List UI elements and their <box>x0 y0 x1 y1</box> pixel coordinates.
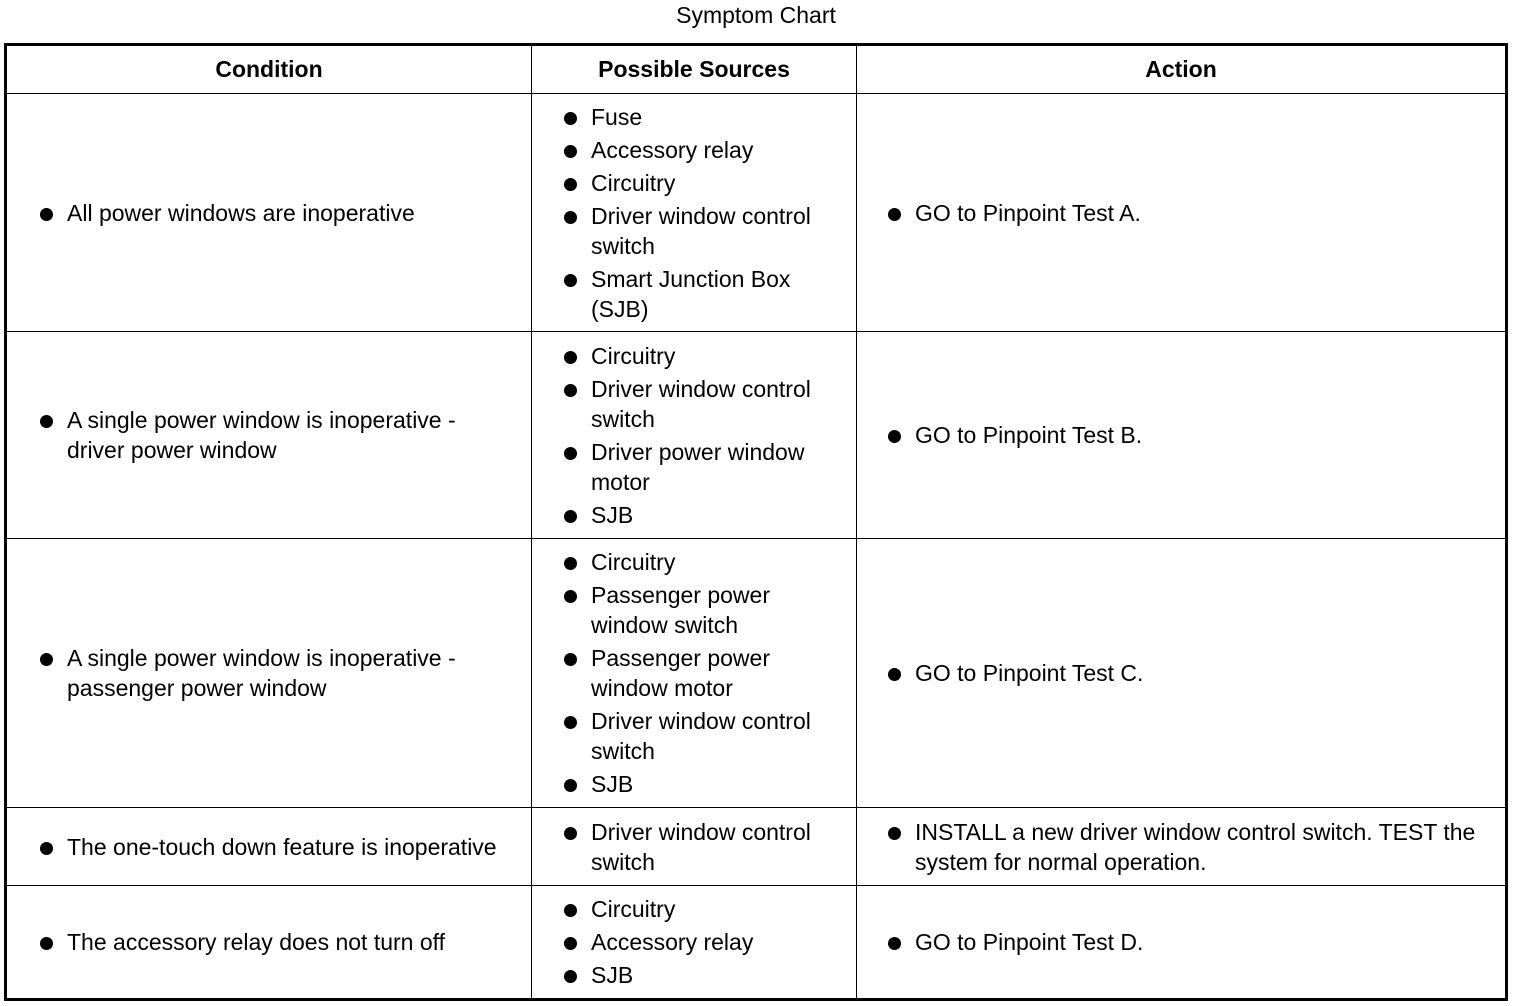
list-item <box>591 960 846 990</box>
bullet-icon <box>564 510 577 523</box>
condition-text: A single power window is inoperative - driver power window <box>67 407 456 463</box>
bullet-icon <box>564 112 577 125</box>
source-text: Circuitry <box>591 169 676 196</box>
bullet-icon <box>888 827 901 840</box>
table-row <box>6 94 1507 332</box>
action-text: INSTALL a new driver window control switch. TEST the system for normal operation. <box>915 818 1476 875</box>
list-item <box>591 817 846 877</box>
source-text: Fuse <box>591 103 643 130</box>
bullet-icon <box>888 208 901 221</box>
table-row <box>6 332 1507 539</box>
list-item <box>591 374 846 434</box>
bullet-icon <box>564 447 577 460</box>
source-text: Circuitry <box>591 896 676 922</box>
header-possible-sources: Possible Sources <box>532 45 857 94</box>
action-cell <box>857 94 1507 332</box>
source-text: Circuitry <box>591 549 676 575</box>
bullet-icon <box>888 937 901 950</box>
bullet-icon <box>564 351 577 364</box>
bullet-icon <box>40 653 53 666</box>
source-text: Passenger power window motor <box>591 645 770 701</box>
bullet-icon <box>888 668 901 681</box>
symptom-chart-table <box>4 43 1508 1001</box>
condition-text: The accessory relay does not turn off <box>67 929 445 955</box>
action-text: GO to Pinpoint Test B. <box>915 422 1143 448</box>
bullet-icon <box>564 557 577 570</box>
list-item <box>591 894 846 924</box>
list-item <box>591 769 846 799</box>
list-item <box>915 420 1489 450</box>
source-text: Accessory relay <box>591 929 754 955</box>
list-item <box>591 706 846 766</box>
bullet-icon <box>40 415 53 428</box>
header-row <box>6 45 1507 94</box>
bullet-icon <box>564 211 577 224</box>
source-text: Driver window control switch <box>591 375 811 432</box>
action-cell <box>857 808 1507 886</box>
list-item <box>591 580 846 640</box>
source-text: SJB <box>591 771 634 797</box>
condition-cell <box>6 332 532 539</box>
sources-cell <box>532 808 857 886</box>
list-item <box>591 201 846 261</box>
list-item <box>591 341 846 371</box>
source-text: Driver power window motor <box>591 438 805 495</box>
action-cell <box>857 332 1507 539</box>
bullet-icon <box>564 274 577 287</box>
bullet-icon <box>564 590 577 603</box>
source-text: Passenger power window switch <box>591 582 770 638</box>
bullet-icon <box>564 653 577 666</box>
list-item <box>67 643 511 703</box>
bullet-icon <box>564 970 577 983</box>
condition-cell <box>6 539 532 808</box>
list-item <box>591 927 846 957</box>
condition-cell <box>6 94 532 332</box>
table-row <box>6 886 1507 1000</box>
sources-cell <box>532 886 857 1000</box>
list-item <box>915 198 1489 228</box>
bullet-icon <box>40 937 53 950</box>
condition-text: The one-touch down feature is inoperative <box>67 833 497 860</box>
list-item <box>591 643 846 703</box>
list-item <box>591 168 846 198</box>
bullet-icon <box>564 384 577 397</box>
bullet-icon <box>564 178 577 191</box>
list-item <box>591 500 846 530</box>
sources-cell <box>532 94 857 332</box>
condition-text: A single power window is inoperative - passenger power window <box>67 645 456 701</box>
source-text: Driver window control switch <box>591 818 811 875</box>
list-item <box>591 135 846 165</box>
list-item <box>591 264 846 324</box>
list-item <box>915 817 1489 877</box>
source-text: Driver window control switch <box>591 202 811 259</box>
action-cell <box>857 539 1507 808</box>
bullet-icon <box>888 430 901 443</box>
bullet-icon <box>564 716 577 729</box>
list-item <box>67 927 511 957</box>
list-item <box>67 832 511 862</box>
source-text: SJB <box>591 501 634 528</box>
bullet-icon <box>564 779 577 792</box>
source-text: Accessory relay <box>591 136 754 163</box>
condition-text: All power windows are inoperative <box>67 199 415 226</box>
bullet-icon <box>564 904 577 917</box>
bullet-icon <box>564 145 577 158</box>
list-item <box>67 198 511 228</box>
sources-cell <box>532 539 857 808</box>
source-text: Smart Junction Box (SJB) <box>591 265 791 322</box>
source-text: SJB <box>591 962 634 988</box>
list-item <box>591 437 846 497</box>
action-text: GO to Pinpoint Test C. <box>915 660 1144 686</box>
list-item <box>67 405 511 465</box>
list-item <box>591 547 846 577</box>
action-text: GO to Pinpoint Test D. <box>915 929 1144 955</box>
condition-cell <box>6 886 532 1000</box>
bullet-icon <box>564 827 577 840</box>
chart-title: Symptom Chart <box>676 2 836 28</box>
action-text: GO to Pinpoint Test A. <box>915 199 1141 226</box>
bullet-icon <box>40 208 53 221</box>
condition-cell <box>6 808 532 886</box>
list-item <box>591 102 846 132</box>
source-text: Driver window control switch <box>591 708 811 764</box>
table-row <box>6 539 1507 808</box>
action-cell <box>857 886 1507 1000</box>
source-text: Circuitry <box>591 342 676 369</box>
header-action: Action <box>857 45 1507 94</box>
list-item <box>915 927 1489 957</box>
header-condition: Condition <box>6 45 532 94</box>
bullet-icon <box>564 937 577 950</box>
list-item <box>915 658 1489 688</box>
sources-cell <box>532 332 857 539</box>
table-row <box>6 808 1507 886</box>
bullet-icon <box>40 842 53 855</box>
